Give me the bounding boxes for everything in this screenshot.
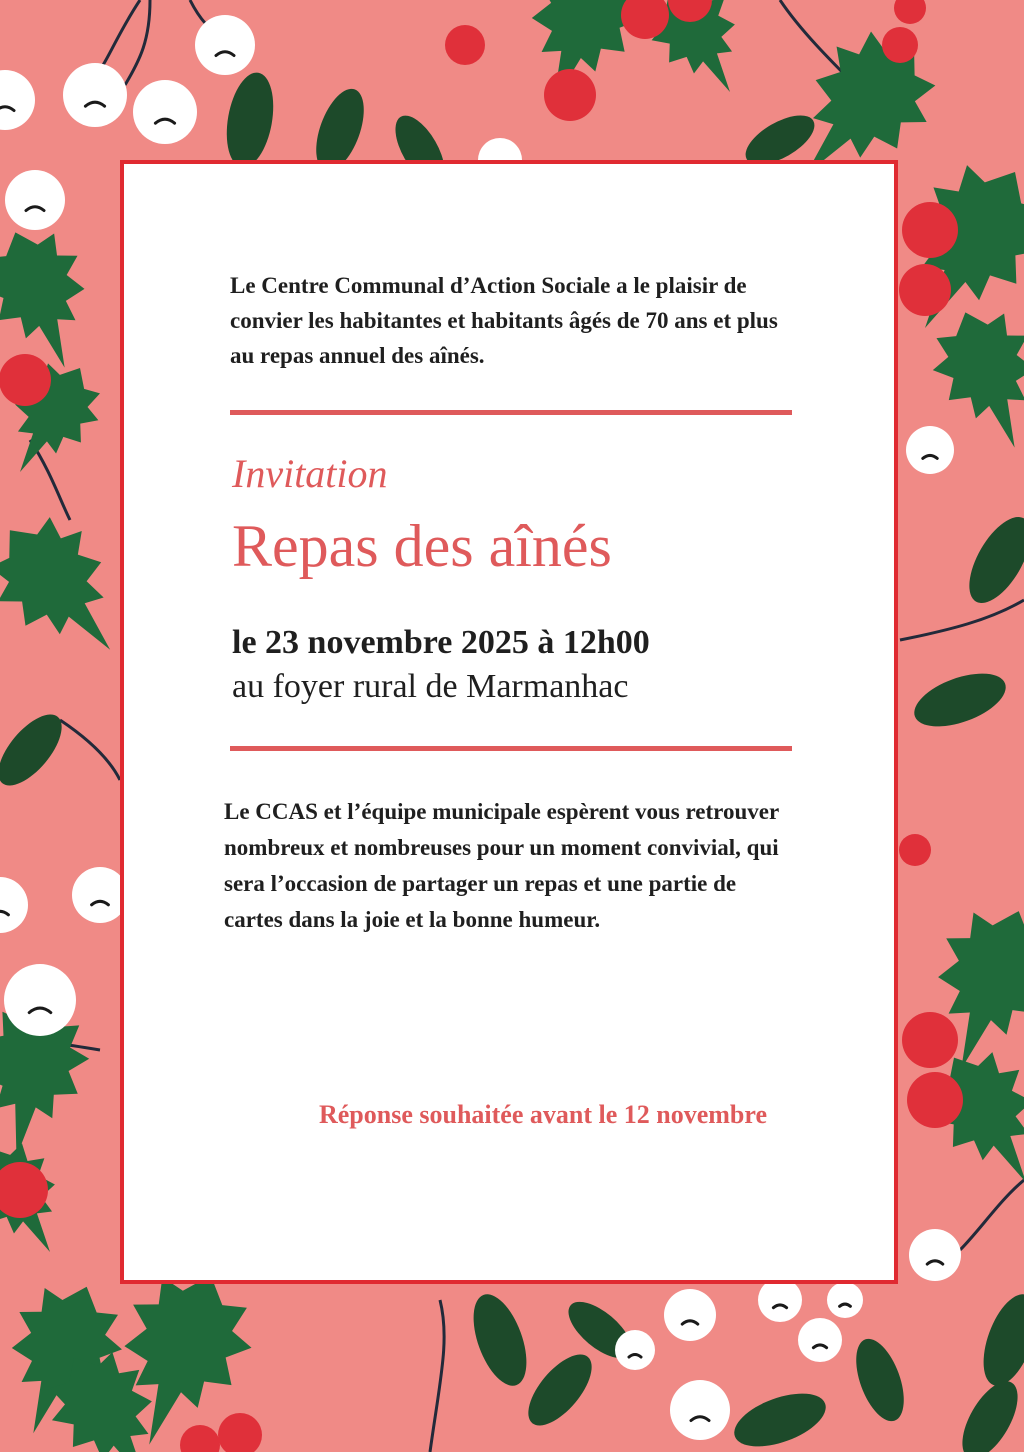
- intro-text: Le Centre Communal d’Action Sociale a le plaisir de convier les habitantes et habitants âgés de 70 ans et plus au repas annuel des aînés.: [230, 273, 778, 368]
- mistletoe-leaf-icon: [220, 69, 280, 171]
- mistletoe-leaf-icon: [957, 507, 1024, 612]
- red-berry-icon: [907, 1072, 963, 1128]
- white-berry-icon: [4, 964, 76, 1036]
- red-berry-icon: [899, 264, 951, 316]
- red-berry-icon: [894, 0, 926, 24]
- divider-top: [230, 410, 792, 415]
- invitation-card: [120, 160, 898, 1284]
- red-berry-icon: [902, 202, 958, 258]
- body-text: Le CCAS et l’équipe municipale espèrent vous retrouver nombreux et nombreuses pour un moment convivial, qui sera l’occasion de partager un repas et une partie de cartes dans la joie et la bonne humeur.: [224, 799, 779, 932]
- mistletoe-leaf-icon: [973, 1287, 1024, 1392]
- red-berry-icon: [544, 69, 596, 121]
- mistletoe-leaf-icon: [517, 1344, 603, 1436]
- white-berry-icon: [195, 15, 255, 75]
- red-berry-icon: [180, 1425, 220, 1452]
- white-berry-icon: [5, 170, 65, 230]
- white-berry-icon: [909, 1229, 961, 1281]
- white-berry-icon: [906, 426, 954, 474]
- mistletoe-leaf-icon: [951, 1373, 1024, 1452]
- divider-bottom: [230, 746, 792, 751]
- event-venue: au foyer rural de Marmanhac: [232, 668, 629, 705]
- mistletoe-leaf-icon: [727, 1383, 832, 1452]
- invitation-kicker: Invitation: [232, 451, 388, 496]
- white-berry-icon: [664, 1289, 716, 1341]
- white-berry-icon: [798, 1318, 842, 1362]
- white-berry-icon: [0, 70, 35, 130]
- red-berry-icon: [218, 1413, 262, 1452]
- red-berry-icon: [899, 834, 931, 866]
- red-berry-icon: [882, 27, 918, 63]
- white-berry-icon: [133, 80, 197, 144]
- mistletoe-leaf-icon: [463, 1287, 537, 1392]
- stem-icon: [960, 1180, 1024, 1250]
- white-berry-icon: [670, 1380, 730, 1440]
- event-date: le 23 novembre 2025 à 12h00: [232, 624, 650, 661]
- event-title: Repas des aînés: [232, 513, 612, 579]
- white-berry-icon: [827, 1282, 863, 1318]
- white-berry-icon: [615, 1330, 655, 1370]
- white-berry-icon: [63, 63, 127, 127]
- stem-icon: [900, 600, 1024, 640]
- white-berry-icon: [758, 1278, 802, 1322]
- mistletoe-leaf-icon: [907, 663, 1012, 737]
- red-berry-icon: [902, 1012, 958, 1068]
- stem-icon: [430, 1300, 444, 1452]
- stem-icon: [60, 720, 120, 780]
- red-berry-icon: [445, 25, 485, 65]
- rsvp-text: Réponse souhaitée avant le 12 novembre: [318, 1100, 767, 1129]
- mistletoe-leaf-icon: [847, 1333, 914, 1428]
- white-berry-icon: [0, 877, 28, 933]
- mistletoe-leaf-icon: [0, 704, 73, 796]
- stem-icon: [125, 0, 150, 85]
- stem-icon: [100, 0, 140, 70]
- red-berry-icon: [0, 354, 51, 406]
